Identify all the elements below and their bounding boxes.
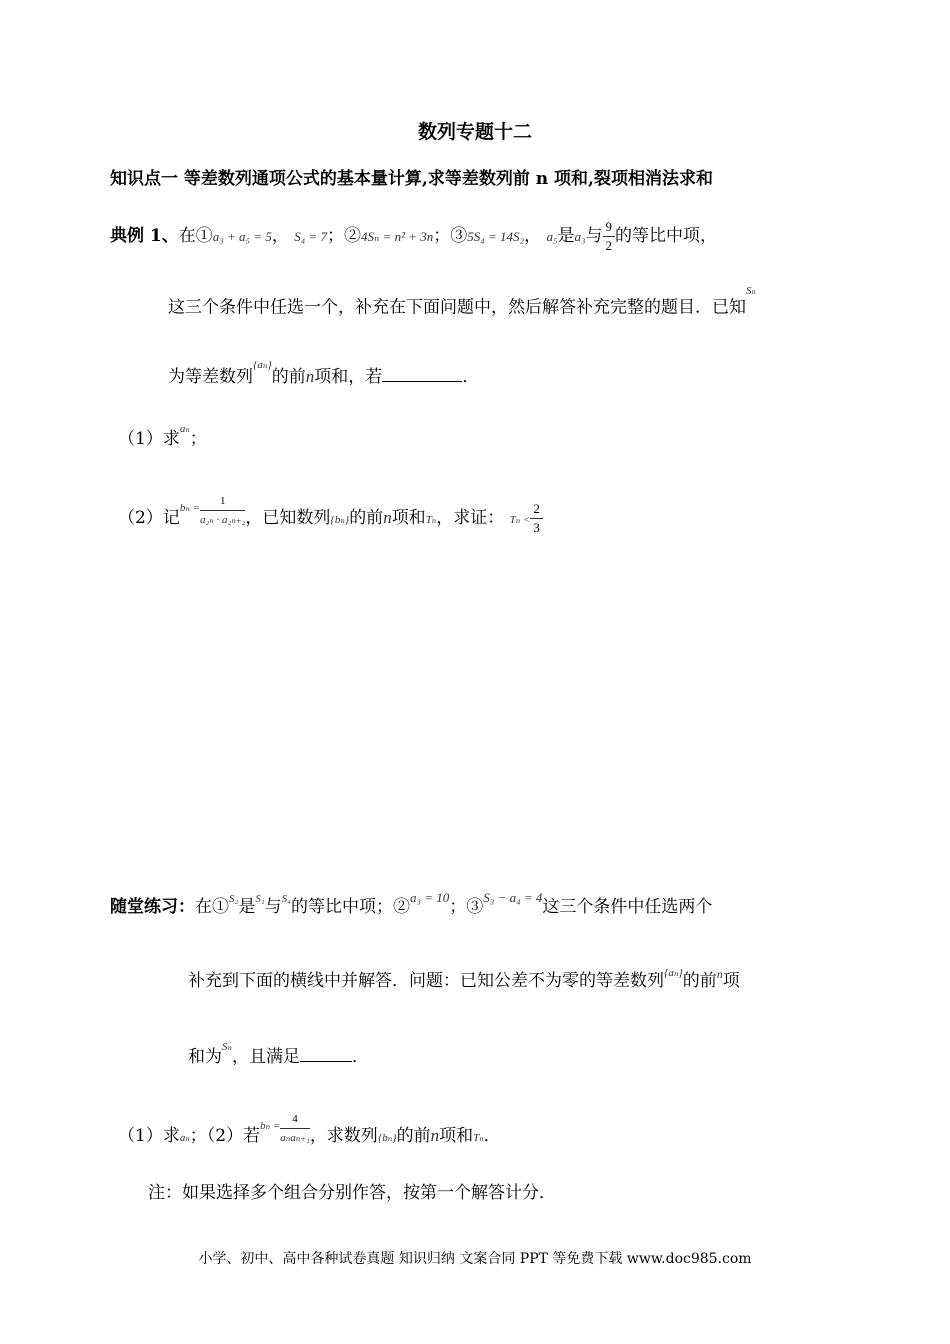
text: ，求数列 bbox=[309, 1126, 378, 1146]
question1 bbox=[118, 423, 207, 452]
text: 与 bbox=[585, 226, 603, 246]
math-an: aₙ bbox=[179, 1132, 190, 1144]
text: 是 bbox=[238, 897, 256, 917]
text: 的前 bbox=[682, 971, 717, 991]
text: ；③ bbox=[449, 897, 484, 917]
text: ． bbox=[351, 1047, 369, 1067]
math-tn: Tₙ bbox=[425, 514, 437, 526]
math-bn-set: {bₙ} bbox=[330, 514, 350, 526]
text: （2）记 bbox=[118, 508, 180, 528]
math-n: n bbox=[430, 1126, 440, 1145]
math-s4: S₄ bbox=[281, 893, 291, 905]
text: （1）求 bbox=[118, 1126, 180, 1146]
question2 bbox=[118, 495, 543, 537]
text: 在① bbox=[195, 897, 229, 917]
footer-text: 小学、初中、高中各种试卷真题 知识归纳 文案合同 PPT 等免费下载 www.doc985.com bbox=[198, 1251, 752, 1267]
text: ． bbox=[483, 1126, 501, 1146]
math-sn: Sₙ bbox=[746, 285, 756, 297]
text: （1）求 bbox=[118, 429, 180, 449]
practice-line1 bbox=[110, 890, 713, 920]
math-n: n bbox=[305, 367, 315, 386]
text: 的等比中项；② bbox=[290, 897, 410, 917]
math-tn-less: Tₙ < bbox=[509, 514, 531, 526]
math-bn: bₙ = bbox=[260, 1120, 281, 1132]
math-an: aₙ bbox=[179, 423, 190, 435]
text: 的前 bbox=[396, 1126, 431, 1146]
section-heading: 知识点一 等差数列通项公式的基本量计算,求等差数列前 n 项和,裂项相消法求和 bbox=[110, 169, 713, 189]
text: 与 bbox=[264, 897, 282, 917]
fraction-denominator: aₙaₙ₊₁ bbox=[280, 1132, 310, 1144]
text: ， bbox=[271, 226, 289, 246]
example1-line2 bbox=[168, 285, 756, 319]
text: ，求证： bbox=[436, 508, 505, 528]
text: ，且满足 bbox=[231, 1047, 300, 1067]
text: ； bbox=[189, 429, 207, 449]
math-n: n bbox=[383, 508, 392, 527]
math-s2: S₂ bbox=[229, 893, 239, 905]
fraction-numerator: 1 bbox=[200, 492, 245, 511]
math-a3: a₃ bbox=[574, 229, 586, 244]
text: 补充到下面的横线中并解答．问题：已知公差不为零的等差数列 bbox=[188, 971, 664, 991]
fraction-numerator: 2 bbox=[530, 500, 543, 519]
text: ，已知数列 bbox=[245, 508, 331, 528]
text: 项和，若 bbox=[314, 367, 383, 387]
practice-line3 bbox=[188, 1041, 369, 1070]
fraction-numerator: 9 bbox=[603, 218, 616, 237]
fraction-denominator: 3 bbox=[533, 520, 540, 535]
example1-line3 bbox=[168, 359, 480, 390]
text: 在① bbox=[178, 226, 213, 246]
math-an-set: {aₙ} bbox=[664, 967, 683, 979]
text: 的前 bbox=[271, 367, 306, 387]
math-a5: a₅ bbox=[546, 229, 558, 244]
condition3: S₃ − a₄ = 4 bbox=[483, 890, 543, 905]
fraction-bn bbox=[200, 492, 245, 529]
text: 项和 bbox=[391, 508, 426, 528]
practice-line2 bbox=[188, 967, 740, 994]
condition1b: S₄ = 7 bbox=[294, 229, 328, 244]
text: 和为 bbox=[188, 1047, 222, 1067]
text: ；（2）若 bbox=[189, 1126, 261, 1146]
practice-label: 随堂练习： bbox=[110, 897, 195, 917]
text: 项和 bbox=[439, 1126, 474, 1146]
text: 项 bbox=[722, 971, 740, 991]
text: 的等比中项， bbox=[615, 226, 718, 246]
fraction-denominator: a₂ₙ · a₂ₙ₊₂ bbox=[199, 514, 246, 526]
math-an-set: {aₙ} bbox=[253, 359, 272, 371]
math-bn: bₙ = bbox=[179, 502, 200, 514]
condition3: 5S₄ = 14S₂ bbox=[467, 229, 525, 244]
fraction-numerator: 4 bbox=[280, 1110, 310, 1129]
math-tn: Tₙ bbox=[473, 1132, 484, 1144]
text: ． bbox=[462, 367, 480, 387]
text: ；② bbox=[327, 226, 362, 246]
text: 这三个条件中任选一个，补充在下面问题中，然后解答补充完整的题目．已知 bbox=[168, 297, 746, 318]
fraction-bn bbox=[280, 1110, 310, 1147]
example1-line1 bbox=[110, 218, 717, 255]
text: 的前 bbox=[349, 508, 384, 528]
practice-questions bbox=[118, 1113, 501, 1155]
condition1a: a₃ + a₅ = 5 bbox=[212, 229, 272, 244]
math-bn-set: {bₙ} bbox=[377, 1132, 397, 1144]
fraction-denominator: 2 bbox=[605, 238, 613, 253]
math-s1: S₁ bbox=[255, 893, 265, 905]
fraction-9-2 bbox=[603, 218, 616, 255]
text: 是 bbox=[557, 226, 575, 246]
math-sn: Sₙ bbox=[222, 1041, 232, 1053]
condition2: a₃ = 10 bbox=[409, 890, 450, 905]
answer-blank[interactable] bbox=[382, 367, 462, 382]
note: 注：如果选择多个组合分别作答，按第一个解答计分． bbox=[148, 1183, 556, 1203]
fraction-2-3 bbox=[530, 500, 543, 537]
example1-label: 典例 1、 bbox=[110, 226, 179, 246]
text: 为等差数列 bbox=[168, 367, 253, 387]
text: ；③ bbox=[433, 226, 468, 246]
page-title: 数列专题十二 bbox=[417, 121, 532, 143]
text: ， bbox=[524, 226, 542, 246]
condition2: 4Sₙ = n² + 3n bbox=[361, 229, 434, 244]
text: 这三个条件中任选两个 bbox=[542, 897, 713, 917]
math-n: n bbox=[716, 967, 723, 981]
answer-blank[interactable] bbox=[300, 1047, 352, 1062]
